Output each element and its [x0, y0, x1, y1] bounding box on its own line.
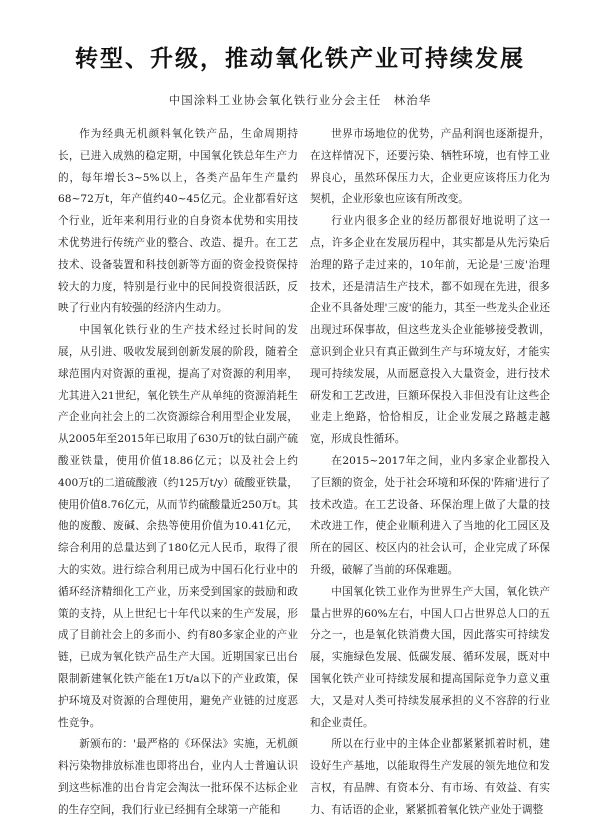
left-column: [58, 124, 298, 822]
paragraph: 在2015~2017年之间，业内多家企业都投入了巨额的资金，处于社会环境和环保的'阵痛'进行了技术改造。在工艺设备、环保治理上做了大量的技术改进工作，使企业顺利进入了当地的化工园区及所在的园区、校区内的社会认可，企业完成了环保升级，破解了当前的环保难题。: [310, 454, 550, 576]
paragraph: 所以在行业中的主体企业都紧紧抓着时机，建设好生产基地，以能取得生产发展的领先地位和发言权，有品牌、有资本分、有市场、有效益、有实力、有话语的企业，紧紧抓着氧化铁产业处于调整: [310, 738, 550, 816]
paragraph: 作为经典无机颜料氧化铁产品，生命周期持长，已进入成熟的稳定期，中国氧化铁总年生产力的，每年增长3~5%以上，各类产品年生产量约68~72万t，年产值约40~45亿元。企业都看好这个行业，近年来利用行业的自身资本优势和实用技术优势进行传统产业的整合、改造、提升。在工艺技术、设备装置和科技创新等方面的资金投资保持较大的力度，特别是行业中的民间投资很活跃，反映了行业内有较强的经济内生动力。: [58, 128, 298, 315]
right-column: [310, 124, 550, 822]
paragraph: 世界市场地位的优势，产品利润也逐渐提升，在这样情况下，还要污染、牺牲环境，也有悖工业界良心，虽然环保压力大，企业更应该将压力化为契机，企业形象也应该有所改变。: [310, 128, 550, 206]
paragraph: 中国氧化铁行业的生产技术经过长时间的发展，从引进、吸收发展到创新发展的阶段，随着全球范围内对资源的重视，提高了对资源的利用率，尤其进入21世纪，氧化铁生产从单纯的资源消耗生产企业向社会上的二次资源综合利用型企业发展，从2005年至2015年已取用了630万t的钛白副产硫酸亚铁量，使用价值18.86亿元；以及社会上约400万t的二道硫酸液（约125万t/y）硫酸亚铁量，使用价值8.76亿元，从而节约硫酸量近250万t。其他的废酸、废碱、余热等使用价值为10.41亿元，综合利用的总量达到了180亿元人民币，取得了很大的实效。进行综合利用已成为中国石化行业中的循环经济精细化工产业，历来受到国家的鼓励和政策的支持，从上世纪七十年代以来的生产发展，形成了目前社会上的多而小、约有80多家企业的产业链，已成为氧化铁产品生产大国。近期国家已出台限制新建氧化铁产能在1万t/a以下的产业政策，保护环境及对资源的合理使用，避免产业链的过度恶性竞争。: [58, 324, 298, 729]
author-line: 中国涂料工业协会氧化铁行业分会主任 林治华: [168, 93, 432, 107]
paragraph: 新颁布的：'最严格的《环保法》实施，无机颜料污染物排放标准也即将出台，业内人士普遍认识到这些标准的出台肯定会淘汰一批环保不达标企业的生存空间，我们行业已经拥有全球第一产能和: [58, 738, 298, 816]
paragraph: 中国氧化铁工业作为世界生产大国，氧化铁产量占世界的60%左右，中国人口占世界总人口的五分之一，也是氧化铁消费大国，因此落实可持续发展，实施绿色发展、低碳发展、循环发展，既对中国氧化铁产业可持续发展和提高国际竞争力意义重大，又是对人类可持续发展承担的义不容辞的行业和企业责任。: [310, 585, 550, 729]
article-title: 转型、升级，推动氧化铁产业可持续发展: [75, 46, 525, 72]
paragraph: 行业内很多企业的经历都很好地说明了这一点，许多企业在发展历程中，其实都是从先污染后治理的路子走过来的，10年前，无论是'三废'治理技术，还是清洁生产技术，都不如现在先进，很多企业不具备处理'三废'的能力，其至一些龙头企业还出现过环保事故，但这些龙头企业能够接受教训，意识到企业只有真正做到生产与环境友好，才能实现可持续发展，从而愿意投入大量资金，进行技术研发和工艺改进，巨额环保投入非但没有让这些企业走上绝路，恰恰相反，让企业发展之路越走越宽，形成良性循环。: [310, 215, 550, 446]
